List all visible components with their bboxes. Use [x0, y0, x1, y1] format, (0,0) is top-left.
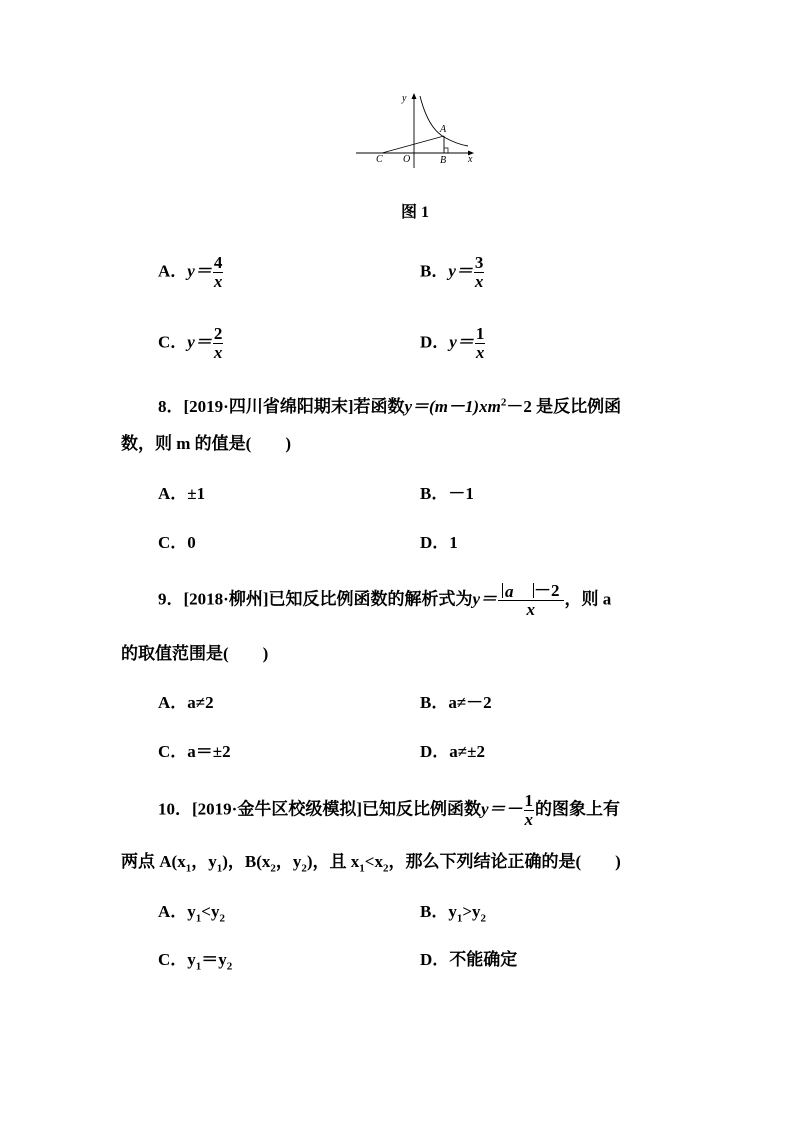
subscript: 2 — [382, 862, 389, 875]
q9-option-d — [420, 743, 485, 760]
q10-option-a-text: y — [187, 902, 196, 921]
q10-line2-part: <x — [364, 852, 383, 871]
q8-formula: y＝(m－1)xm — [404, 397, 501, 416]
subscript: 2 — [219, 912, 225, 925]
q10-line2-part: )，B(x — [222, 852, 271, 871]
subscript: 2 — [301, 862, 307, 875]
subscript: 1 — [195, 912, 202, 925]
q10-stem-part1: 已知反比例函数 — [362, 799, 481, 819]
q10-option-b-text: y — [448, 902, 457, 921]
q9-stem-part1: 已知反比例函数的解析式为 — [268, 589, 473, 609]
numerator: 3 — [474, 253, 484, 272]
q10-option-d — [420, 951, 517, 968]
q10-source: [2019·金牛区校级模拟] — [192, 799, 362, 819]
q8-number: 8． — [158, 397, 184, 416]
q8-stem-part2: 是反比例函 — [531, 397, 622, 416]
q7-option-a-fraction — [213, 254, 224, 291]
denominator: x — [213, 342, 223, 362]
q9-option-a — [158, 694, 214, 711]
y-axis-label: y — [402, 93, 407, 104]
q9-option-a-label: A． — [158, 693, 188, 712]
q10-option-c-text: y — [187, 950, 196, 969]
q10-line2-part: )，且 x — [306, 852, 360, 871]
q7-option-b-label: B． — [420, 261, 449, 281]
q9-stem-part2: ，则 a — [564, 589, 612, 609]
q9-option-c — [158, 743, 231, 760]
q7-option-a-label: A． — [158, 261, 188, 281]
q9-option-c-text: a＝±2 — [187, 742, 231, 761]
subscript: 1 — [359, 862, 365, 875]
subscript: 2 — [226, 960, 233, 973]
numerator-rest: －2 — [534, 581, 560, 600]
q8-stem-line2: 数，则 m 的值是( ) — [121, 434, 291, 453]
q7-option-d-fraction — [475, 325, 486, 362]
segment-ca — [382, 136, 444, 153]
q10-lhs: y＝－ — [481, 799, 523, 819]
q9-stem-line1 — [158, 582, 611, 619]
numerator: 1 — [524, 791, 534, 810]
q8-stem-part1: 若函数 — [353, 397, 405, 416]
q7-option-d-label: D． — [420, 332, 450, 352]
q9-option-d-text: a≠±2 — [449, 742, 485, 761]
absolute-value: a — [502, 583, 534, 598]
subscript: 2 — [270, 862, 276, 875]
q8-option-c — [158, 534, 196, 551]
q7-option-a — [158, 254, 224, 291]
q10-option-b-label: B． — [420, 902, 449, 921]
q7-option-a-lhs: y＝ — [187, 261, 212, 281]
q8-formula-exponent: 2 — [500, 396, 507, 409]
q7-option-d — [420, 325, 486, 362]
point-b-label: B — [440, 155, 447, 166]
denominator: x — [526, 599, 536, 619]
y-axis-arrow — [412, 93, 417, 99]
subscript: 1 — [216, 862, 223, 875]
subscript: 2 — [480, 912, 487, 925]
denominator: x — [474, 271, 484, 291]
q9-lhs: y＝ — [472, 589, 498, 609]
q10-fraction — [524, 792, 535, 829]
point-c-label: C — [376, 154, 383, 165]
q8-option-a-label: A． — [158, 484, 188, 503]
q10-stem-line1 — [158, 792, 620, 829]
q10-option-b — [420, 902, 487, 925]
q8-option-b-text: －1 — [448, 484, 474, 503]
x-axis-label: x — [468, 154, 473, 165]
numerator: 1 — [475, 324, 485, 343]
q10-stem-line2 — [121, 852, 621, 875]
q7-option-c-fraction — [213, 325, 224, 362]
q8-option-b-label: B． — [420, 484, 449, 503]
q10-line2-part: 两点 A(x — [121, 852, 186, 871]
q10-option-c — [158, 950, 233, 973]
q10-option-c-text: ＝y — [201, 950, 227, 969]
point-a-label: A — [440, 124, 447, 135]
q8-option-d — [420, 534, 458, 551]
q7-option-b-fraction — [474, 254, 485, 291]
q8-option-c-label: C． — [158, 533, 188, 552]
q9-option-a-text: a≠2 — [187, 693, 214, 712]
origin-label: O — [403, 154, 411, 165]
figure-1-graph — [352, 90, 482, 170]
q7-option-c — [158, 325, 224, 362]
q9-option-b-label: B． — [420, 693, 449, 712]
numerator — [498, 582, 564, 601]
q10-option-c-label: C． — [158, 950, 188, 969]
q10-line2-part: ，y — [275, 852, 302, 871]
right-angle-mark — [444, 148, 448, 153]
numerator: 4 — [213, 253, 223, 272]
q8-source: [2019·四川省绵阳期末] — [183, 397, 354, 416]
q9-option-c-label: C． — [158, 742, 188, 761]
q9-fraction — [498, 582, 564, 619]
q9-option-b-text: a≠－2 — [448, 693, 492, 712]
q10-option-d-label: D． — [420, 950, 450, 969]
q7-option-b-lhs: y＝ — [448, 261, 473, 281]
subscript: 1 — [195, 960, 202, 973]
q10-option-a-label: A． — [158, 902, 188, 921]
figure-caption: 图 1 — [401, 204, 430, 221]
q8-option-d-text: 1 — [449, 533, 458, 552]
denominator: x — [524, 809, 534, 829]
q10-line2-part: ，那么下列结论正确的是( ) — [388, 852, 621, 871]
q10-option-a-text: <y — [201, 902, 220, 921]
q8-stem-line1 — [158, 398, 621, 415]
denominator: x — [475, 342, 485, 362]
q10-number: 10． — [158, 799, 192, 819]
q10-option-b-text: >y — [462, 902, 481, 921]
q7-option-b — [420, 254, 485, 291]
q9-option-d-label: D． — [420, 742, 450, 761]
q8-option-d-label: D． — [420, 533, 450, 552]
q7-option-d-lhs: y＝ — [449, 332, 474, 352]
denominator: x — [213, 271, 223, 291]
q7-option-c-label: C． — [158, 332, 188, 352]
q10-line2-part: ，y — [191, 852, 217, 871]
q8-option-a-text: ±1 — [187, 484, 206, 503]
q9-option-b — [420, 694, 492, 711]
subscript: 1 — [456, 912, 463, 925]
numerator: 2 — [213, 324, 223, 343]
q8-option-b — [420, 485, 474, 502]
q10-stem-part2: 的图象上有 — [535, 799, 621, 819]
q10-option-a — [158, 902, 225, 925]
q8-formula-tail: －2 — [506, 397, 532, 416]
q10-option-d-text: 不能确定 — [449, 950, 518, 969]
subscript: 1 — [185, 862, 192, 875]
q8-option-a — [158, 485, 205, 502]
q8-option-c-text: 0 — [187, 533, 196, 552]
q9-stem-line2: 的取值范围是( ) — [121, 644, 269, 663]
q9-source: [2018·柳州] — [183, 589, 269, 609]
q7-option-c-lhs: y＝ — [187, 332, 212, 352]
q9-number: 9． — [158, 589, 184, 609]
